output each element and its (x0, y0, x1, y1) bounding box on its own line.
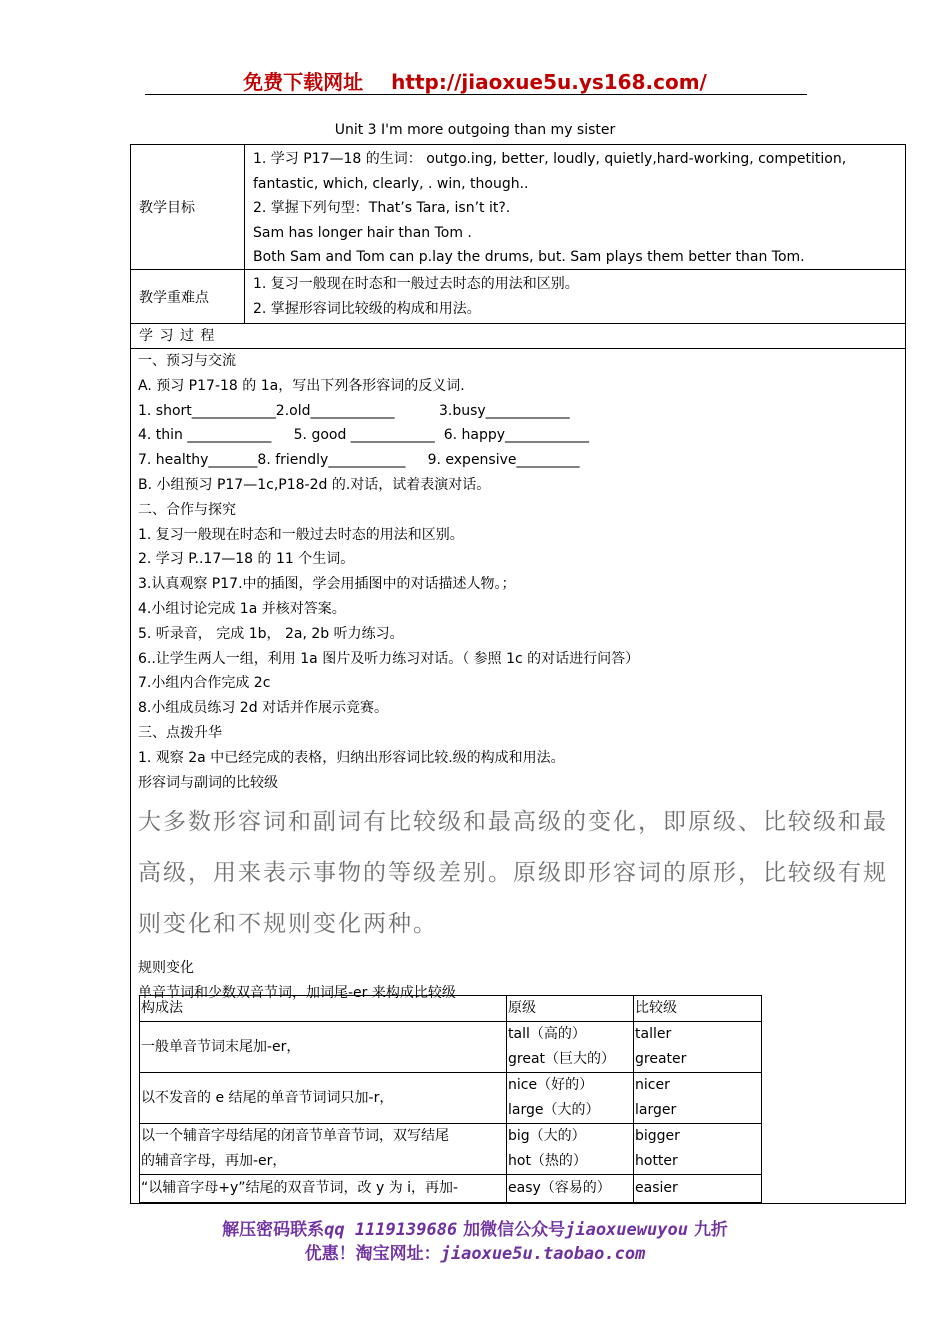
table-header-row (140, 996, 762, 1022)
body-line: 7. healthy_______8. friendly___________ 9. expensive_________ (138, 452, 580, 469)
table-header: 比较级 (634, 996, 762, 1022)
objectives-line: 2. 掌握下列句型：That’s Tara, isn’t it?. (253, 200, 511, 217)
rule-line: 以一个辅音字母结尾的闭音节单音节词，双写结尾 (141, 1128, 449, 1144)
base-word: large（大的） (508, 1102, 600, 1118)
handwritten-note: 大多数形容词和副词有比较级和最高级的变化，即原级、比较级和最高级，用来表示事物的等级差别。原级即形容词的原形，比较级有规则变化和不规则变化两种。 (138, 809, 888, 938)
footer-wechat: jiaoxuewuyou (565, 1220, 688, 1240)
key-points-content (246, 270, 905, 323)
process-body (138, 349, 899, 1006)
objectives-label: 教学目标 (131, 145, 245, 269)
footer-qq: qq 1119139686 (324, 1220, 458, 1240)
footer-line-1 (0, 1218, 950, 1242)
rule-line: 的辅音字母，再加-er， (141, 1153, 287, 1169)
base-cell (507, 1022, 634, 1073)
body-line: 4. thin ____________ 5. good ____________ 6. happy____________ (138, 427, 590, 444)
base-cell (507, 1073, 634, 1124)
footer-text: 加微信公众号 (463, 1220, 566, 1240)
footer-text: 解压密码联系 (222, 1220, 325, 1240)
body-line: 1. short____________2.old____________ 3.busy____________ (138, 402, 570, 419)
base-word: hot（热的） (508, 1153, 587, 1169)
objectives-content (246, 145, 905, 269)
table-header: 构成法 (140, 996, 507, 1022)
comp-word: greater (635, 1051, 687, 1067)
objectives-row (131, 145, 905, 270)
header-url[interactable]: http://jiaoxue5u.ys168.com/ (391, 70, 707, 94)
body-line: 2. 学习 P..17—18 的 11 个生词。 (138, 551, 355, 568)
rule-cell: “以辅音字母+y”结尾的双音节词，改 y 为 i，再加- (140, 1175, 507, 1203)
base-cell (507, 1124, 634, 1175)
footer-text: 优惠！淘宝网址： (304, 1244, 441, 1264)
body-line: 1. 复习一般现在时态和一般过去时态的用法和区别。 (138, 526, 464, 543)
comp-word: larger (635, 1102, 677, 1118)
footer-text: 九折 (693, 1220, 728, 1240)
comp-cell (634, 1124, 762, 1175)
base-cell: easy（容易的） (507, 1175, 634, 1203)
rule-cell: 一般单音节词末尾加-er， (140, 1022, 507, 1073)
process-title-row (131, 324, 905, 349)
comp-word: hotter (635, 1153, 678, 1169)
process-title: 学 习 过 程 (139, 328, 216, 344)
objectives-line: 1. 学习 P17—18 的生词： outgo.ing, better, loudly, quietly,hard-working, competition, (253, 151, 847, 167)
footer-shop-url[interactable]: jiaoxue5u.taobao.com (440, 1244, 646, 1264)
body-line: 5. 听录音， 完成 1b， 2a, 2b 听力练习。 (138, 625, 404, 642)
comp-word: taller (635, 1026, 672, 1042)
body-line: 3.认真观察 P17.中的插图，学会用插图中的对话描述人物。； (138, 576, 516, 593)
key-points-row (131, 270, 905, 324)
header-rule (145, 94, 807, 95)
body-line: 1. 观察 2a 中已经完成的表格，归纳出形容词比较.级的构成和用法。 (138, 749, 565, 766)
document-title: Unit 3 I'm more outgoing than my sister (334, 122, 616, 138)
regular-description: 单音节词和少数双音节词，加词尾-er 来构成比较级 (138, 985, 456, 1002)
footer-line-2 (0, 1242, 950, 1266)
body-line: 4.小组讨论完成 1a 并核对答案。 (138, 600, 346, 617)
footer-banner (0, 1218, 950, 1266)
body-line: 一、预习与交流 (138, 353, 236, 369)
body-line: 8.小组成员练习 2d 对话并作展示竞赛。 (138, 700, 389, 717)
base-word: tall（高的） (508, 1026, 586, 1042)
base-word: big（大的） (508, 1128, 586, 1144)
comp-cell (634, 1022, 762, 1073)
header-banner (0, 66, 950, 95)
body-line: A. 预习 P17-18 的 1a，写出下列各形容词的反义词. (138, 377, 465, 394)
table-row (140, 1073, 762, 1124)
body-line: 7.小组内合作完成 2c (138, 675, 271, 692)
table-row (140, 1124, 762, 1175)
objectives-line: Both Sam and Tom can p.lay the drums, but. Sam plays them better than Tom. (253, 249, 805, 266)
table-row (140, 1022, 762, 1073)
comp-word: bigger (635, 1128, 680, 1144)
objectives-line: fantastic, which, clearly, . win, though.. (253, 175, 529, 192)
base-word: great（巨大的） (508, 1051, 616, 1067)
key-points-line: 2. 掌握形容词比较级的构成和用法。 (253, 300, 481, 317)
body-line: 三、点拨升华 (138, 724, 222, 741)
rule-cell: 以不发音的 e 结尾的单音节词词只加-r， (140, 1073, 507, 1124)
key-points-line: 1. 复习一般现在时态和一般过去时态的用法和区别。 (253, 276, 579, 292)
key-points-label: 教学重难点 (131, 270, 245, 323)
comp-cell (634, 1073, 762, 1124)
table-header: 原级 (507, 996, 634, 1022)
lesson-plan-table (130, 144, 906, 1204)
table-row (140, 1175, 762, 1203)
rule-cell (140, 1124, 507, 1175)
comp-word: nicer (635, 1077, 670, 1093)
comparative-table (139, 995, 762, 1203)
body-line: 6..让学生两人一组，利用 1a 图片及听力练习对话。（ 参照 1c 的对话进行问答） (138, 650, 640, 667)
body-line: 二、合作与探究 (138, 501, 236, 518)
comp-cell: easier (634, 1175, 762, 1203)
regular-heading: 规则变化 (138, 960, 194, 977)
base-word: nice（好的） (508, 1077, 594, 1093)
body-line: B. 小组预习 P17—1c,P18-2d 的.对话，试着表演对话。 (138, 476, 491, 493)
header-label: 免费下载网址 (243, 70, 364, 94)
body-line: 形容词与副词的比较级 (138, 774, 278, 791)
objectives-line: Sam has longer hair than Tom . (253, 224, 472, 241)
